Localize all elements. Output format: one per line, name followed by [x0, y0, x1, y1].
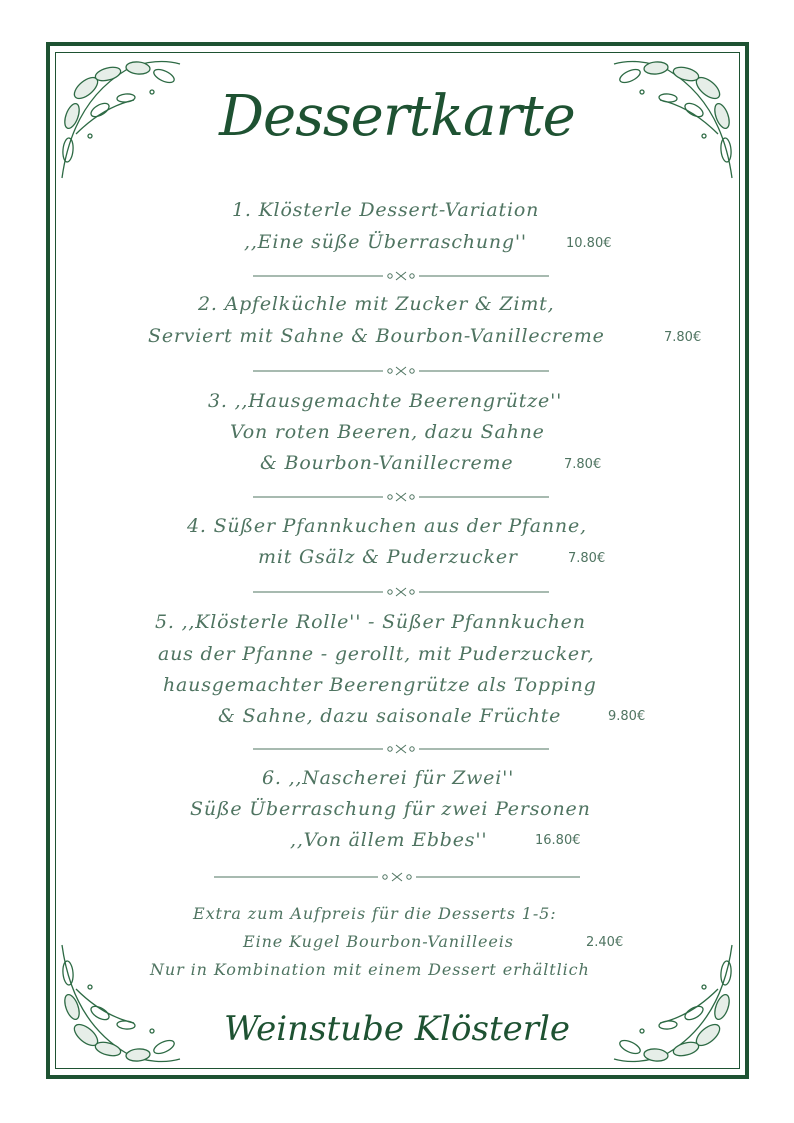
item-1-price: 10.80€ [566, 236, 612, 251]
item-6-description-1: Süße Überraschung für zwei Personen [190, 798, 591, 820]
divider-icon [253, 270, 549, 282]
item-4-name: 4. Süßer Pfannkuchen aus der Pfanne, [187, 515, 587, 537]
item-2-name: 2. Apfelküchle mit Zucker & Zimt, [198, 293, 555, 315]
item-5-description-2: hausgemachter Beerengrütze als Topping [163, 674, 597, 696]
menu-title: Dessertkarte [219, 84, 575, 149]
item-3-description-1: Von roten Beeren, dazu Sahne [230, 421, 545, 443]
extra-price: 2.40€ [586, 935, 624, 950]
item-5-description-3: & Sahne, dazu saisonale Früchte [218, 705, 562, 727]
extra-heading: Extra zum Aufpreis für die Desserts 1-5: [193, 904, 557, 923]
extra-item: Eine Kugel Bourbon-Vanilleeis [243, 932, 514, 951]
divider-icon [214, 871, 580, 883]
extra-note: Nur in Kombination mit einem Dessert erhältlich [150, 960, 590, 979]
divider-icon [253, 491, 549, 503]
divider-icon [253, 365, 549, 377]
item-3-name: 3. ,,Hausgemachte Beerengrütze'' [208, 390, 563, 412]
divider-icon [253, 586, 549, 598]
item-4-price: 7.80€ [568, 551, 606, 566]
item-5-description-1: aus der Pfanne - gerollt, mit Puderzucker, [158, 643, 595, 665]
item-3-price: 7.80€ [564, 457, 602, 472]
item-4-description: mit Gsälz & Puderzucker [258, 546, 518, 568]
item-2-price: 7.80€ [664, 330, 702, 345]
leaf-ornament-icon [608, 939, 738, 1069]
divider-icon [253, 743, 549, 755]
item-3-description-2: & Bourbon-Vanillecreme [260, 452, 514, 474]
item-1-subtitle: ,,Eine süße Überraschung'' [244, 231, 527, 253]
item-2-description: Serviert mit Sahne & Bourbon-Vanillecreme [148, 325, 605, 347]
item-1-name: 1. Klösterle Dessert-Variation [232, 199, 540, 221]
restaurant-name: Weinstube Klösterle [224, 1009, 570, 1049]
item-5-price: 9.80€ [608, 709, 646, 724]
item-6-name: 6. ,,Nascherei für Zwei'' [262, 767, 515, 789]
item-6-price: 16.80€ [535, 833, 581, 848]
item-5-name: 5. ,,Klösterle Rolle'' - Süßer Pfannkuchen [155, 611, 586, 633]
item-6-description-2: ,,Von ällem Ebbes'' [290, 829, 488, 851]
leaf-ornament-icon [56, 939, 186, 1069]
